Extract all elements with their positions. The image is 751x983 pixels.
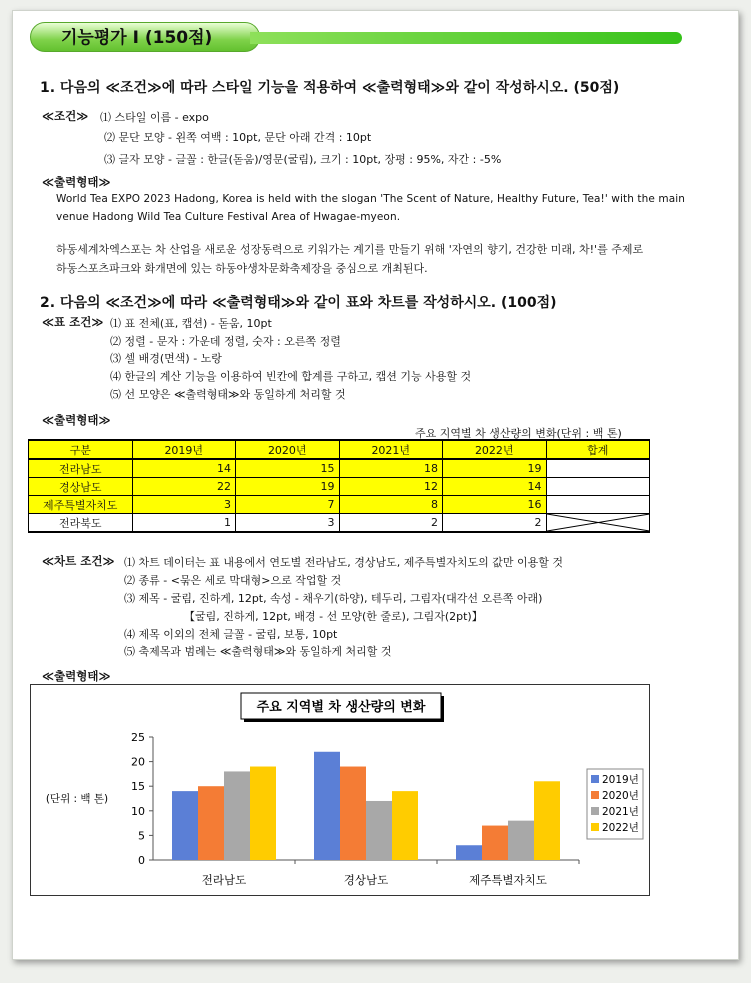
value-cell: 19: [236, 478, 340, 496]
y-tick-label: 0: [138, 854, 145, 867]
chart-condition-4: ⑷ 제목 이외의 전체 글꼴 - 굴림, 보통, 10pt: [124, 628, 338, 641]
value-cell: 15: [236, 459, 340, 478]
bar: [392, 791, 418, 860]
q1-output-label: ≪출력형태≫: [42, 175, 111, 189]
chart-condition-label: ≪차트 조건≫: [42, 554, 115, 568]
bar: [366, 801, 392, 860]
q1-title: 1. 다음의 ≪조건≫에 따라 스타일 기능을 적용하여 ≪출력형태≫와 같이 작성하시오. (50점): [40, 80, 620, 96]
table-row: [29, 459, 650, 478]
value-cell: 14: [443, 478, 547, 496]
chart-output-label: ≪출력형태≫: [42, 669, 111, 683]
q1-condition-label: ≪조건≫: [42, 109, 89, 123]
bar: [508, 821, 534, 860]
header-cell: 2021년: [339, 440, 443, 459]
legend-swatch: [591, 775, 599, 783]
table-caption: 주요 지역별 차 생산량의 변화(단위 : 백 톤): [415, 427, 622, 440]
chart-title: 주요 지역별 차 생산량의 변화: [256, 700, 426, 715]
legend-label: 2021년: [602, 806, 639, 818]
x-tick-label: 전라남도: [201, 873, 247, 887]
value-cell: 2: [339, 514, 443, 533]
q1-condition-3: ⑶ 글자 모양 - 글꼴 : 한글(돋움)/영문(굴림), 크기 : 10pt, 장평 : 95%, 자간 : -5%: [104, 153, 502, 166]
table-header-row: [29, 440, 650, 459]
crossed-sum-cell: [546, 514, 650, 533]
bar: [314, 752, 340, 860]
legend-label: 2020년: [602, 790, 639, 802]
q1-english-paragraph: World Tea EXPO 2023 Hadong, Korea is held with the slogan 'The Scent of Nature, Healthy Future, Tea!' with the main venue Hadong Wild Tea Culture Festival Area of Hwagae-myeon.: [56, 193, 685, 223]
q1-condition-2: ⑵ 문단 모양 - 왼쪽 여백 : 10pt, 문단 아래 간격 : 10pt: [104, 131, 372, 144]
row-label: 전라남도: [29, 459, 133, 478]
value-cell: 7: [236, 496, 340, 514]
bar: [482, 826, 508, 860]
value-cell: 3: [236, 514, 340, 533]
value-cell: 8: [339, 496, 443, 514]
production-table: [28, 439, 650, 533]
bar: [456, 845, 482, 860]
chart-condition-1: ⑴ 차트 데이터는 표 내용에서 연도별 전라남도, 경상남도, 제주특별자치도의 값만 이용할 것: [124, 556, 563, 569]
value-cell: 16: [443, 496, 547, 514]
sum-cell: [546, 478, 650, 496]
y-tick-label: 15: [131, 780, 145, 794]
chart-condition-3: ⑶ 제목 - 굴림, 진하게, 12pt, 속성 - 채우기(하양), 테두리, 그림자(대각선 오른쪽 아래): [124, 592, 543, 605]
value-cell: 1: [132, 514, 236, 533]
chart-condition-3-detail: 【굴림, 진하게, 12pt, 배경 - 선 모양(한 줄로), 그림자(2pt)】: [184, 610, 483, 623]
bar: [340, 767, 366, 860]
legend-label: 2019년: [602, 774, 639, 786]
chart-condition-5: ⑸ 축제목과 범례는 ≪출력형태≫와 동일하게 처리할 것: [124, 645, 392, 658]
y-tick-label: 25: [131, 731, 145, 744]
value-cell: 19: [443, 459, 547, 478]
y-tick-label: 10: [131, 804, 145, 818]
y-axis-title: (단위 : 백 톤): [45, 793, 109, 805]
row-label: 경상남도: [29, 478, 133, 496]
value-cell: 2: [443, 514, 547, 533]
legend-swatch: [591, 807, 599, 815]
value-cell: 12: [339, 478, 443, 496]
q2-output-label: ≪출력형태≫: [42, 413, 111, 427]
value-cell: 22: [132, 478, 236, 496]
value-cell: 14: [132, 459, 236, 478]
bar: [250, 767, 276, 860]
legend-label: 2022년: [602, 822, 639, 834]
chart-frame: [30, 684, 650, 896]
q2-table-condition-1: ⑴ 표 전체(표, 캡션) - 돋움, 10pt: [110, 317, 272, 330]
cross-mark: [547, 514, 650, 531]
q1-korean-line-2: 하동스포츠파크와 화개면에 있는 하동야생차문화축제장을 중심으로 개최된다.: [56, 262, 428, 275]
x-tick-label: 제주특별자치도: [469, 873, 547, 887]
x-tick-label: 경상남도: [343, 873, 389, 887]
q2-title: 2. 다음의 ≪조건≫에 따라 ≪출력형태≫와 같이 표와 차트를 작성하시오. (100점): [40, 295, 557, 311]
value-cell: 18: [339, 459, 443, 478]
row-label: 전라북도: [29, 514, 133, 533]
q2-table-condition-label: ≪표 조건≫: [42, 315, 104, 329]
row-label: 제주특별자치도: [29, 496, 133, 514]
q2-table-condition-5: ⑸ 선 모양은 ≪출력형태≫와 동일하게 처리할 것: [110, 388, 346, 401]
header-cell: 2020년: [236, 440, 340, 459]
bar: [198, 786, 224, 860]
y-tick-label: 20: [131, 755, 145, 769]
q2-table-condition-3: ⑶ 셀 배경(면색) - 노랑: [110, 352, 222, 365]
legend-swatch: [591, 823, 599, 831]
sum-cell: [546, 496, 650, 514]
header-bar: [250, 32, 682, 44]
header-cell: 구분: [29, 440, 133, 459]
bar: [224, 771, 250, 860]
header-cell: 2019년: [132, 440, 236, 459]
section-header: 기능평가 Ⅰ (150점): [30, 22, 260, 52]
y-tick-label: 5: [138, 829, 145, 843]
table-row: [29, 496, 650, 514]
q2-table-condition-4: ⑷ 한글의 계산 기능을 이용하여 빈칸에 합계를 구하고, 캡션 기능 사용할 것: [110, 370, 472, 383]
value-cell: 3: [132, 496, 236, 514]
table-row: [29, 478, 650, 496]
bar: [172, 791, 198, 860]
chart-condition-2: ⑵ 종류 - <묶은 세로 막대형>으로 작업할 것: [124, 574, 342, 587]
q1-korean-line-1: 하동세계차엑스포는 차 산업을 새로운 성장동력으로 키워가는 계기를 만들기 위해 '자연의 향기, 건강한 미래, 차!'를 주제로: [56, 243, 644, 256]
bar-chart: [31, 685, 649, 895]
header-cell-sum: 합계: [546, 440, 650, 459]
sum-cell: [546, 459, 650, 478]
q1-condition-1: ⑴ 스타일 이름 - expo: [100, 111, 209, 124]
table-row: [29, 514, 650, 533]
header-cell: 2022년: [443, 440, 547, 459]
q2-table-condition-2: ⑵ 정렬 - 문자 : 가운데 정렬, 숫자 : 오른쪽 정렬: [110, 335, 341, 348]
legend-swatch: [591, 791, 599, 799]
bar: [534, 781, 560, 860]
